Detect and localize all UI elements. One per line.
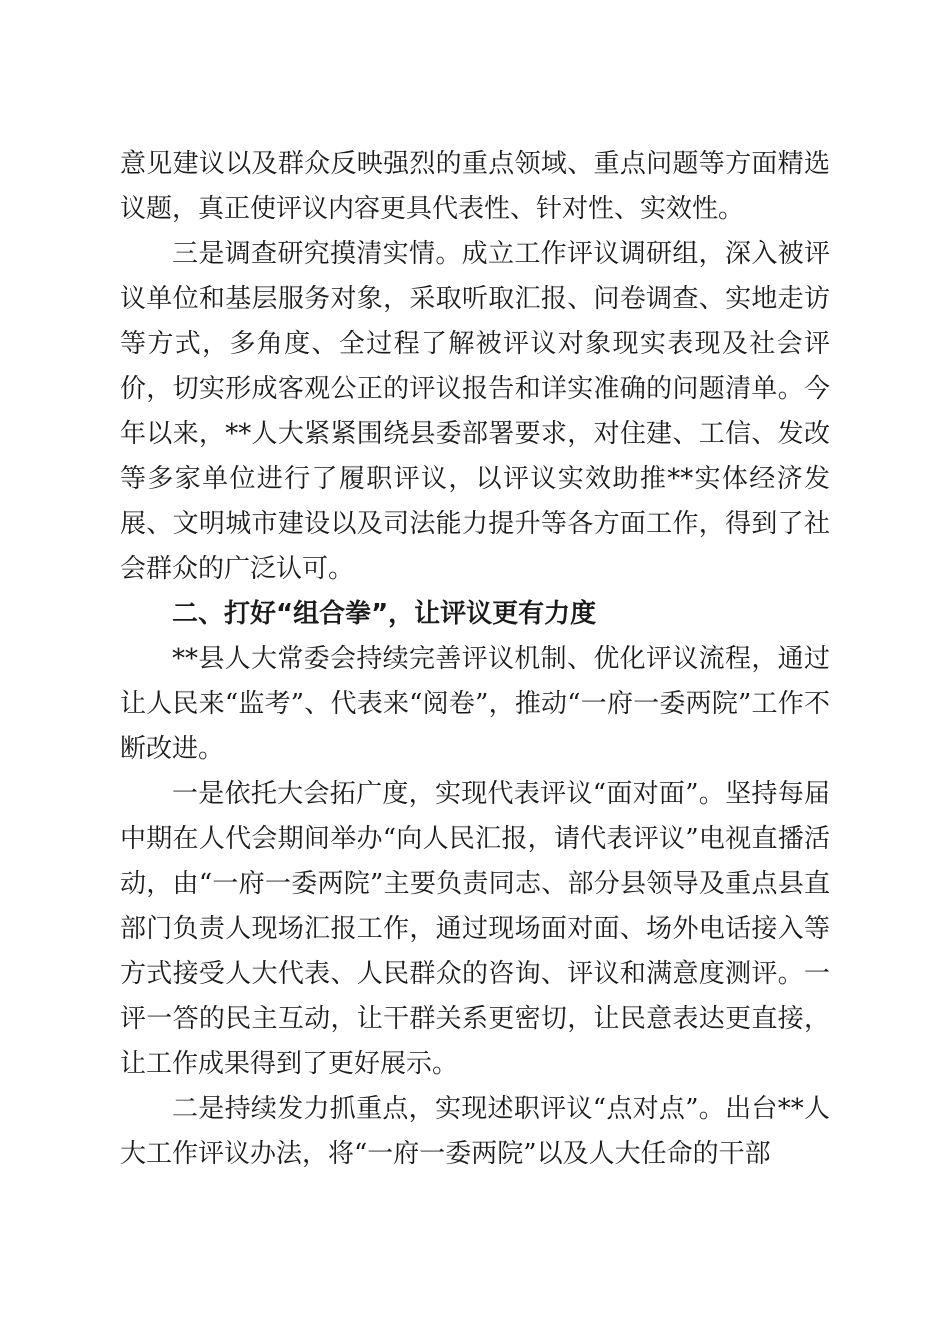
paragraph-investigation: 三是调查研究摸清实情。成立工作评议调研组，深入被评议单位和基层服务对象，采取听取汇报、问卷调查、实地走访等方式，多角度、全过程了解被评议对象现实表现及社会评价，切实形成客观公正的评议报告和详实准确的问题清单。今年以来，**人大紧紧围绕县委部署要求，对住建、工信、发改等多家单位进行了履职评议，以评议实效助推**实体经济发展、文明城市建设以及司法能力提升等各方面工作，得到了社会群众的广泛认可。 xyxy=(120,239,830,584)
paragraph-point-one: 一是依托大会拓广度，实现代表评议“面对面”。坚持每届中期在人代会期间举办“向人民汇报，请代表评议”电视直播活动，由“一府一委两院”主要负责同志、部分县领导及重点县直部门负责人现场汇报工作，通过现场面对面、场外电话接入等方式接受人大代表、人民群众的咨询、评议和满意度测评。一评一答的民主互动，让干群关系更密切，让民意表达更直接，让工作成果得到了更好展示。 xyxy=(120,779,830,1079)
section-heading: 二、打好“组合拳”，让评议更有力度 xyxy=(172,599,597,629)
paragraph-point-two: 二是持续发力抓重点，实现述职评议“点对点”。出台**人大工作评议办法，将“一府一委两院”以及人大任命的干部 xyxy=(120,1094,830,1169)
paragraph-intro: **县人大常委会持续完善评议机制、优化评议流程，通过让人民来“监考”、代表来“阅卷”，推动“一府一委两院”工作不断改进。 xyxy=(120,644,830,764)
document-body xyxy=(120,142,830,1177)
paragraph-continuation: 意见建议以及群众反映强烈的重点领域、重点问题等方面精选议题，真正使评议内容更具代表性、针对性、实效性。 xyxy=(120,149,830,224)
